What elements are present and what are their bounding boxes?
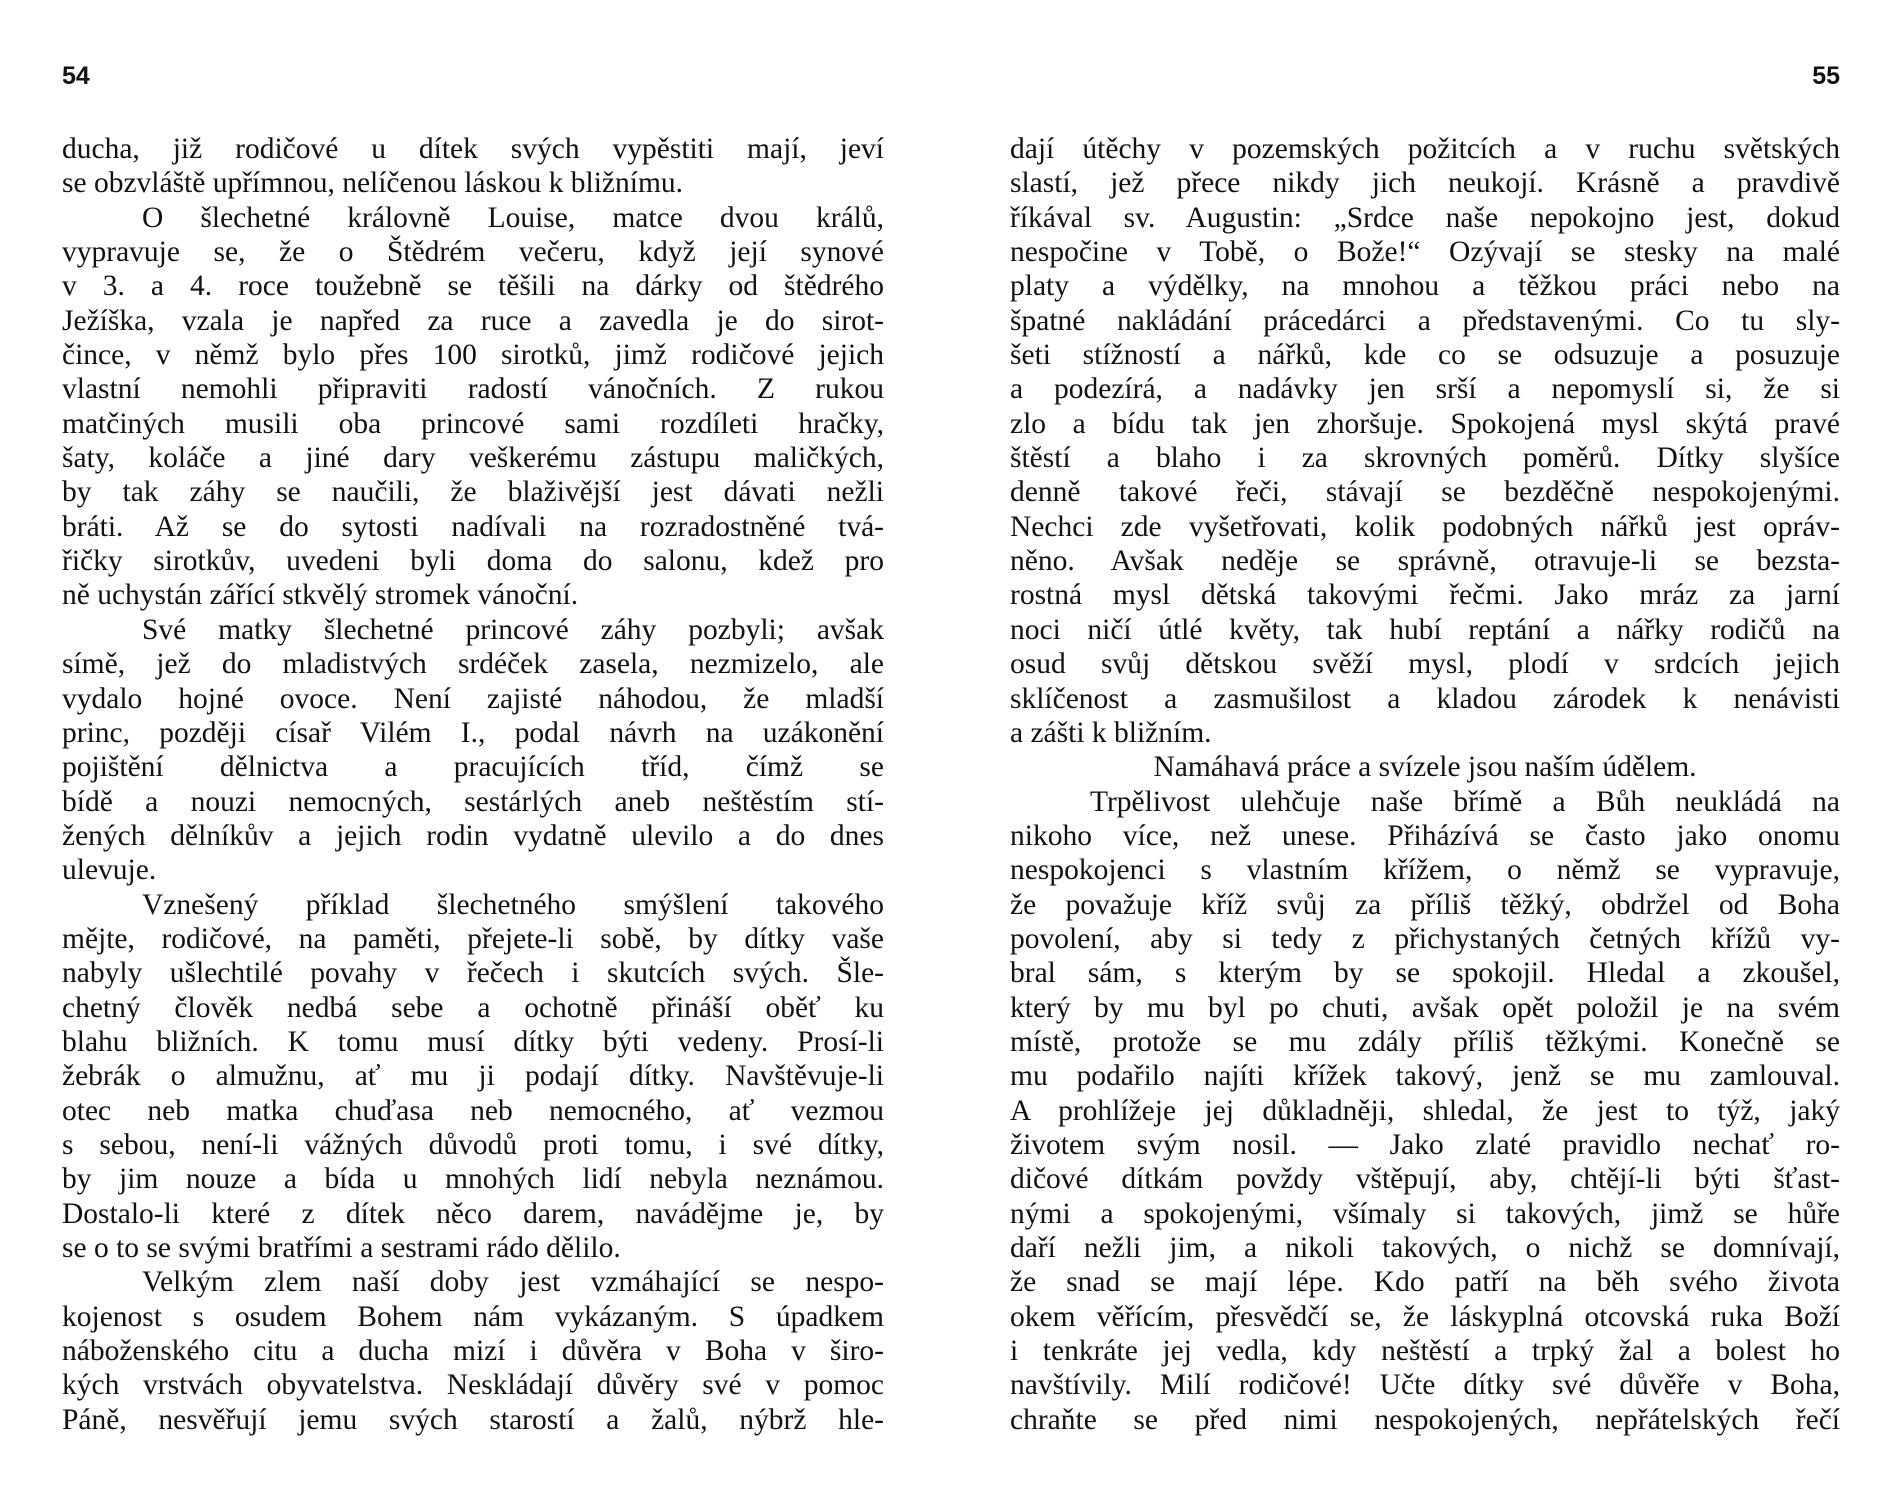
text-line: že považuje kříž svůj za příliš těžký, obdržel od Boha	[1010, 888, 1840, 921]
text-line: nespočine v Tobě, o Bože!“ Ozývají se stesky na malé	[1010, 236, 1840, 269]
right-page	[1010, 0, 1840, 1500]
text-line: Nechci zde vyšetřovati, kolik podobných nářků jest opráv-	[1010, 510, 1840, 543]
text-line: špatné nakládání prácedárci a představenými. Co tu sly-	[1010, 304, 1840, 337]
text-line: nespokojenci s vlastním křížem, o němž se vypravuje,	[1010, 854, 1840, 887]
text-line: blahu bližních. K tomu musí dítky býti vedeny. Prosí-li	[62, 1025, 884, 1058]
text-line: se obzvláště upřímnou, nelíčenou láskou k bližnímu.	[62, 167, 684, 200]
text-line: osud svůj dětskou svěží mysl, plodí v srdcích jejich	[1010, 648, 1840, 681]
page-body	[1010, 132, 1840, 1437]
text-line: čince, v němž bylo přes 100 sirotků, jimž rodičové jejich	[62, 339, 884, 372]
text-line: dičové dítkám povždy vštěpují, aby, chtějí-li býti šťast-	[1010, 1163, 1840, 1196]
text-line: navštívily. Milí rodičové! Učte dítky své důvěře v Boha,	[1010, 1369, 1840, 1402]
text-line: a podezírá, a nadávky jen srší a nepomyslí si, že si	[1010, 373, 1840, 406]
text-line: noci ničí útlé květy, tak hubí reptání a nářky rodičů na	[1010, 613, 1840, 646]
text-line: nými a spokojenými, všímaly si takových, jimž se hůře	[1010, 1197, 1840, 1230]
text-line: řičky sirotkův, uvedeni byli doma do salonu, kdež pro	[62, 545, 884, 578]
text-line: sklíčenost a zasmušilost a kladou zárodek k nenávisti	[1010, 682, 1840, 715]
text-line: štěstí a blaho i za skrovných poměrů. Dítky slyšíce	[1010, 442, 1840, 475]
text-line: Dostalo-li které z dítek něco darem, navádějme je, by	[62, 1197, 884, 1230]
text-line: žebrák o almužnu, ať mu ji podají dítky. Navštěvuje-li	[62, 1060, 884, 1093]
text-line: Páně, nesvěřují jemu svých starostí a žalů, nýbrž hle-	[62, 1403, 884, 1436]
text-line: Velkým zlem naší doby jest vzmáhající se nespo-	[142, 1266, 884, 1299]
text-line: vydalo hojné ovoce. Není zajisté náhodou, že mladší	[62, 682, 884, 715]
text-line: ducha, již rodičové u dítek svých vypěstiti mají, jeví	[62, 133, 884, 165]
text-line: že snad se mají lépe. Kdo patří na běh svého života	[1010, 1266, 1840, 1299]
text-line: vlastní nemohli připraviti radostí vánočních. Z rukou	[62, 373, 884, 406]
text-line: nabyly ušlechtilé povahy v řečech i skutcích svých. Šle-	[62, 957, 884, 990]
text-line: pojištění dělnictva a pracujících tříd, čímž se	[62, 751, 884, 784]
text-line: nikoho více, než unese. Přiházívá se často jako onomu	[1010, 819, 1840, 852]
text-line: vypravuje se, že o Štědrém večeru, když její synové	[62, 236, 884, 269]
text-line: který by mu byl po chuti, avšak opět položil je na svém	[1010, 991, 1840, 1024]
text-line: otec neb matka chuďasa neb nemocného, ať vezmou	[62, 1094, 884, 1127]
text-line: símě, jež do mladistvých srdéček zasela, nezmizelo, ale	[62, 648, 884, 681]
text-line: bídě a nouzi nemocných, sestárlých aneb neštěstím stí-	[62, 785, 884, 818]
text-line: Své matky šlechetné princové záhy pozbyli; avšak	[142, 613, 884, 646]
text-line: princ, později císař Vilém I., podal návrh na uzákonění	[62, 716, 884, 749]
text-line: by jim nouze a bída u mnohých lidí nebyla neznámou.	[62, 1163, 884, 1196]
text-line: s sebou, není-li vážných důvodů proti tomu, i své dítky,	[62, 1128, 884, 1161]
text-line: povolení, aby si tedy z přichystaných četných křížů vy-	[1010, 922, 1840, 955]
text-line: denně takové řeči, stávají se bezděčně nespokojenými.	[1010, 476, 1840, 509]
text-line: rostná mysl dětská takovými řečmi. Jako mráz za jarní	[1010, 579, 1840, 612]
text-line: kojenost s osudem Bohem nám vykázaným. S úpadkem	[62, 1300, 884, 1333]
text-line: Namáhavá práce a svízele jsou naším údělem.	[1153, 751, 1697, 784]
text-line: životem svým nosil. — Jako zlaté pravidlo nechať ro-	[1010, 1128, 1840, 1161]
text-line: Vznešený příklad šlechetného smýšlení takového	[142, 888, 884, 921]
text-line: a zášti k bližním.	[1010, 716, 1212, 749]
text-line: okem věřícím, přesvědčí se, že láskyplná otcovská ruka Boží	[1010, 1300, 1840, 1333]
text-line: mějte, rodičové, na paměti, přejete-li sobě, by dítky vaše	[62, 922, 884, 955]
text-line: ně uchystán zářící stkvělý stromek vánoční.	[62, 579, 579, 612]
text-line: platy a výdělky, na mnohou a těžkou práci nebo na	[1010, 270, 1840, 303]
text-line: bráti. Až se do sytosti nadívali na rozradostněné tvá-	[62, 510, 884, 543]
text-line: říkával sv. Augustin: „Srdce naše nepokojno jest, dokud	[1010, 201, 1840, 234]
text-line: by tak záhy se naučili, že blaživější jest dávati nežli	[62, 476, 884, 509]
text-line: šeti stížností a nářků, kde co se odsuzuje a posuzuje	[1010, 339, 1840, 372]
text-line: v 3. a 4. roce toužebně se těšili na dárky od štědrého	[62, 270, 884, 303]
text-line: daří nežli jim, a nikoli takových, o nichž se domnívají,	[1010, 1232, 1840, 1264]
page-number: 55	[1812, 62, 1840, 90]
text-line: náboženského citu a ducha mizí i důvěra v Boha v širo-	[62, 1335, 884, 1368]
text-line: ulevuje.	[62, 854, 157, 887]
text-line: mu podařilo najíti křížek takový, jenž se mu zamlouval.	[1010, 1060, 1840, 1093]
text-line: chraňte se před nimi nespokojených, nepřátelských řečí	[1010, 1403, 1840, 1436]
text-line: matčiných musili oba princové sami rozdíleti hračky,	[62, 407, 884, 440]
page-number: 54	[62, 62, 90, 90]
text-line: se o to se svými bratřími a sestrami rádo dělilo.	[62, 1232, 621, 1264]
text-line: chetný člověk nedbá sebe a ochotně přináší oběť ku	[62, 991, 884, 1024]
text-line: zlo a bídu tak jen zhoršuje. Spokojená mysl skýtá pravé	[1010, 407, 1840, 440]
text-line: Ježíška, vzala je napřed za ruce a zavedla je do sirot-	[62, 304, 884, 337]
text-line: Trpělivost ulehčuje naše břímě a Bůh neukládá na	[1090, 785, 1840, 818]
text-line: i tenkráte jej vedla, kdy neštěstí a trpký žal a bolest ho	[1010, 1335, 1840, 1368]
text-line: šaty, koláče a jiné dary veškerému zástupu maličkých,	[62, 442, 884, 475]
text-line: bral sám, s kterým by se spokojil. Hledal a zkoušel,	[1010, 957, 1840, 990]
text-line: kých vrstvách obyvatelstva. Neskládají důvěry své v pomoc	[62, 1369, 884, 1402]
left-page	[62, 0, 884, 1500]
text-line: místě, protože se mu zdály příliš těžkými. Konečně se	[1010, 1025, 1840, 1058]
text-line: O šlechetné královně Louise, matce dvou králů,	[142, 201, 884, 234]
text-line: dají útěchy v pozemských požitcích a v ruchu světských	[1010, 133, 1840, 165]
text-line: něno. Avšak neděje se správně, otravuje-li se bezsta-	[1010, 545, 1840, 578]
page-body	[62, 132, 884, 1437]
text-line: A prohlížeje jej důkladněji, shledal, že jest to týž, jaký	[1010, 1094, 1840, 1127]
text-line: žených dělníkův a jejich rodin vydatně ulevilo a do dnes	[62, 819, 884, 852]
text-line: slastí, jež přece nikdy jich neukojí. Krásně a pravdivě	[1010, 167, 1840, 200]
